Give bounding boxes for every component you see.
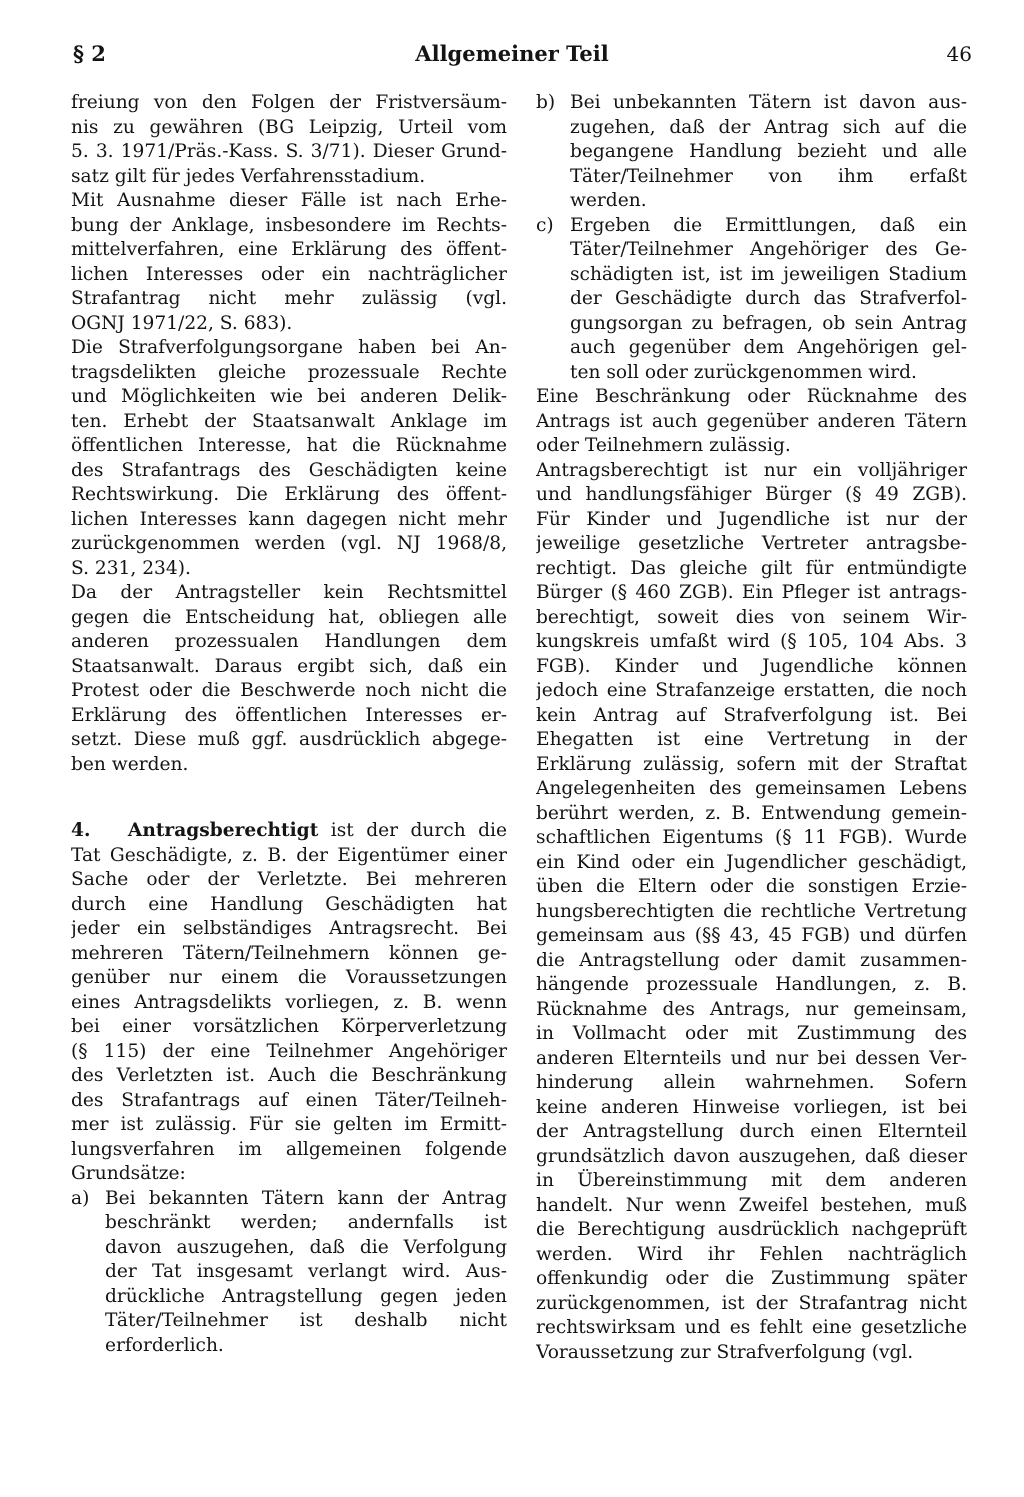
text-line: der Antragstellung durch einen Elternteil [536, 1121, 967, 1142]
list-marker: b) [536, 92, 556, 113]
list-indent [536, 263, 570, 288]
text-line: Rücknahme des Antrags, nur gemeinsam, [536, 998, 967, 1020]
text-line: berechtigt, soweit dies von seinem Wir- [536, 606, 967, 628]
list-indent [536, 140, 570, 165]
text-line: üben die Eltern oder die sonstigen Erzie- [536, 876, 967, 897]
list-item-line [536, 140, 967, 165]
text-line: jedoch eine Strafanzeige erstatten, die noch [536, 680, 967, 701]
text-line: Antragsberechtigt ist nur ein volljähriger [536, 459, 967, 481]
list-item-line [536, 336, 967, 361]
running-title: Allgemeiner Teil [415, 41, 609, 66]
text-line: Eine Beschränkung oder Rücknahme des [536, 386, 967, 407]
section-number: 4. [71, 820, 91, 841]
text-line: genüber nur einem die Voraussetzungen [71, 967, 507, 988]
text-line: werden. Wird ihr Fehlen nachträglich [536, 1243, 967, 1265]
text-line: Strafantrag nicht mehr zulässig (vgl. [71, 288, 507, 309]
text-line: anderen Elternteils und nur bei dessen Ver- [536, 1047, 967, 1069]
text-line: mehreren Tätern/Teilnehmern können ge- [71, 942, 507, 964]
text-line: tragsdelikten gleiche prozessuale Rechte [71, 361, 507, 383]
list-indent [71, 1334, 105, 1359]
text-line: 5. 3. 1971/Präs.-Kass. S. 3/71). Dieser Grund- [71, 141, 507, 162]
text-line: hinderung allein wahrnehmen. Sofern [536, 1072, 967, 1093]
text-line: Für Kinder und Jugendliche ist nur der [536, 508, 967, 530]
list-item-a [71, 1187, 507, 1359]
text-line: gegen die Entscheidung hat, obliegen alle [71, 606, 507, 628]
text-line: Staatsanwalt. Daraus ergibt sich, daß ein [71, 655, 507, 677]
text-line: hungsberechtigten die rechtliche Vertretung [536, 900, 967, 922]
text-line: Mit Ausnahme dieser Fälle ist nach Erhe- [71, 190, 507, 211]
paragraph-block [71, 91, 507, 777]
text-line: Voraussetzung zur Strafverfolgung (vgl. [536, 1341, 914, 1363]
list-item-line [536, 312, 967, 337]
text-line: S. 231, 234). [71, 557, 191, 579]
list-item-line [71, 1260, 507, 1285]
text-line: zurückgenommen, ist der Strafantrag nicht [536, 1292, 967, 1314]
text-line: des Verletzten ist. Auch die Beschränkung [71, 1065, 507, 1086]
list-item-line [536, 263, 967, 288]
text-line: Angelegenheiten des gemeinsamen Lebens [536, 778, 967, 799]
text-line: Täter/Teilnehmer Angehöriger des Ge- [570, 239, 967, 260]
text-line: bung der Anklage, insbesondere im Rechts- [71, 214, 507, 236]
list-item-c [536, 214, 967, 386]
text-line: durch eine Handlung Geschädigten hat [71, 893, 507, 915]
right-column [536, 91, 967, 1365]
text-line: des Strafantrags auf einen Täter/Teilneh- [71, 1089, 507, 1111]
text-line: Bei bekannten Tätern kann der Antrag [105, 1187, 507, 1209]
list-indent [536, 116, 570, 141]
text-line: und Möglichkeiten wie bei anderen Delik- [71, 386, 507, 407]
list-item-line [71, 1285, 507, 1310]
text-line: des Strafantrags des Geschädigten keine [71, 459, 507, 481]
text-line: und handlungsfähiger Bürger (§ 49 ZGB). [536, 484, 967, 505]
text-line: rechtigt. Das gleiche gilt für entmündigte [536, 557, 967, 579]
text-line: der Tat insgesamt verlangt wird. Aus- [105, 1261, 507, 1282]
list-item-line [536, 189, 967, 214]
list-item-line [71, 1211, 507, 1236]
paragraph-block [71, 844, 507, 1187]
text-line: freiung von den Folgen der Fristversäum- [71, 92, 507, 113]
list-indent [71, 1285, 105, 1310]
list-item-line [536, 361, 967, 386]
paragraph-block [536, 385, 967, 459]
text-line: setzt. Diese muß ggf. ausdrücklich abgege- [71, 729, 507, 750]
text-line: offenkundig oder die Zustimmung später [536, 1268, 967, 1289]
list-indent [536, 336, 570, 361]
section-lead-term: Antragsberechtigt [127, 820, 319, 841]
list-item-line [71, 1187, 507, 1212]
text-line: der Geschädigte durch das Strafverfol- [570, 288, 967, 309]
text-line: oder Teilnehmern zulässig. [536, 435, 791, 456]
text-line: Rechtswirkung. Die Erklärung des öffent- [71, 484, 507, 505]
text-line: grundsätzlich davon auszugehen, daß dieser [536, 1145, 967, 1167]
text-line: zurückgenommen werden (vgl. NJ 1968/8, [71, 533, 507, 554]
text-line: ein Kind oder ein Jugendlicher geschädigt, [536, 851, 967, 873]
list-indent [71, 1211, 105, 1236]
text-line: ten soll oder zurückgenommen wird. [570, 361, 917, 383]
text-line: OGNJ 1971/22, S. 683). [71, 312, 293, 334]
text-line: ten. Erhebt der Staatsanwalt Anklage im [71, 410, 507, 432]
text-line: mer ist zulässig. Für sie gelten im Ermitt- [71, 1114, 507, 1135]
text-line: Erklärung zulässig, sofern mit der Straftat [536, 753, 967, 775]
text-line: FGB). Kinder und Jugendliche können [536, 655, 967, 677]
list-item-line [536, 91, 967, 116]
list-indent [71, 1236, 105, 1261]
text-line: Grundsätze: [71, 1163, 186, 1184]
text-line: gungsorgan zu befragen, ob sein Antrag [570, 312, 967, 334]
left-column [71, 91, 507, 1358]
list-marker: a) [71, 1187, 90, 1209]
text-line: werden. [570, 190, 647, 211]
section-4-heading-line [71, 819, 507, 844]
list-item-line [71, 1236, 507, 1261]
text-line: schaftlichen Eigentums (§ 11 FGB). Wurde [536, 827, 967, 848]
text-line: die Antragstellung oder damit zusammen- [536, 949, 967, 971]
section-marker: § 2 [73, 41, 106, 66]
text-line: berührt werden, z. B. Entwendung gemein- [536, 802, 967, 824]
list-indent [71, 1309, 105, 1334]
list-indent [536, 189, 570, 214]
text-line: ist der durch die [330, 820, 507, 841]
page-number: 46 [946, 42, 972, 66]
text-line: Erklärung des öffentlichen Interesses er- [71, 704, 507, 726]
list-indent [536, 312, 570, 337]
text-line: gemeinsam aus (§§ 43, 45 FGB) und dürfen [536, 925, 967, 946]
list-indent [536, 361, 570, 386]
list-item-line [536, 238, 967, 263]
text-line: ben werden. [71, 753, 189, 775]
text-line: Ergeben die Ermittlungen, daß ein [570, 214, 967, 236]
text-line: keine anderen Hinweise vorliegen, ist bei [536, 1096, 967, 1118]
list-indent [536, 287, 570, 312]
text-line: Bürger (§ 460 ZGB). Ein Pfleger ist antrags- [536, 582, 967, 603]
text-line: in Übereinstimmung mit dem anderen [536, 1170, 967, 1191]
text-line: lungsverfahren im allgemeinen folgende [71, 1138, 507, 1160]
text-line: Antrags ist auch gegenüber anderen Tätern [536, 410, 967, 432]
text-line: lichen Interesses oder ein nachträglicher [71, 263, 507, 285]
list-item-line [536, 287, 967, 312]
text-line: Da der Antragsteller kein Rechtsmittel [71, 582, 507, 603]
text-line: Ehegatten ist eine Vertretung in der [536, 729, 967, 750]
list-marker: c) [536, 214, 554, 236]
text-line: eines Antragsdelikts vorliegen, z. B. wenn [71, 991, 507, 1013]
text-line: zugehen, daß der Antrag sich auf die [570, 116, 967, 138]
text-line: kein Antrag auf Strafverfolgung ist. Bei [536, 704, 967, 726]
text-line: Täter/Teilnehmer von ihm erfaßt [570, 165, 967, 187]
text-line: beschränkt werden; andernfalls ist [105, 1212, 507, 1233]
text-line: Tat Geschädigte, z. B. der Eigentümer einer [71, 844, 507, 866]
text-line: die Berechtigung ausdrücklich nachgeprüft [536, 1219, 967, 1240]
text-line: drückliche Antragstellung gegen jeden [105, 1285, 507, 1307]
text-line: handelt. Nur wenn Zweifel bestehen, muß [536, 1194, 967, 1216]
list-item-line [71, 1309, 507, 1334]
text-line: begangene Handlung bezieht und alle [570, 141, 967, 162]
text-line: bei einer vorsätzlichen Körperverletzung [71, 1016, 507, 1037]
paragraph-block [536, 459, 967, 1366]
text-line: Die Strafverfolgungsorgane haben bei An- [71, 337, 507, 358]
list-indent [536, 238, 570, 263]
text-line: schädigten ist, ist im jeweiligen Stadium [570, 263, 967, 285]
text-line: jeweilige gesetzliche Vertreter antragsbe- [536, 533, 967, 554]
text-line: hängende prozessuale Handlungen, z. B. [536, 974, 967, 995]
text-line: rechtswirksam und es fehlt eine gesetzliche [536, 1317, 967, 1338]
text-line: Sache oder der Verletzte. Bei mehreren [71, 869, 507, 890]
text-line: Täter/Teilnehmer ist deshalb nicht [105, 1310, 507, 1331]
list-item-b [536, 91, 967, 214]
text-line: satz gilt für jedes Verfahrensstadium. [71, 165, 426, 187]
list-item-line [536, 165, 967, 190]
text-line: Bei unbekannten Tätern ist davon aus- [570, 92, 967, 113]
text-line: anderen prozessualen Handlungen dem [71, 631, 507, 652]
text-line: erforderlich. [105, 1334, 224, 1356]
text-line: Protest oder die Beschwerde noch nicht die [71, 680, 507, 701]
text-line: jeder ein selbständiges Antragsrecht. Bei [71, 918, 507, 939]
text-line: in Vollmacht oder mit Zustimmung des [536, 1023, 967, 1044]
list-item-line [71, 1334, 507, 1359]
text-line: auch gegenüber dem Angehörigen gel- [570, 337, 967, 358]
text-line: kungskreis umfaßt wird (§ 105, 104 Abs. 3 [536, 631, 967, 652]
list-indent [536, 165, 570, 190]
text-line: davon auszugehen, daß die Verfolgung [105, 1236, 507, 1258]
text-line: mittelverfahren, eine Erklärung des öffent- [71, 239, 507, 260]
text-line: öffentlichen Interesse, hat die Rücknahme [71, 435, 507, 456]
list-item-line [536, 214, 967, 239]
text-line: lichen Interesses kann dagegen nicht mehr [71, 508, 507, 530]
text-line: (§ 115) der eine Teilnehmer Angehöriger [71, 1040, 507, 1062]
list-item-line [536, 116, 967, 141]
list-indent [71, 1260, 105, 1285]
text-line: nis zu gewähren (BG Leipzig, Urteil vom [71, 116, 507, 138]
